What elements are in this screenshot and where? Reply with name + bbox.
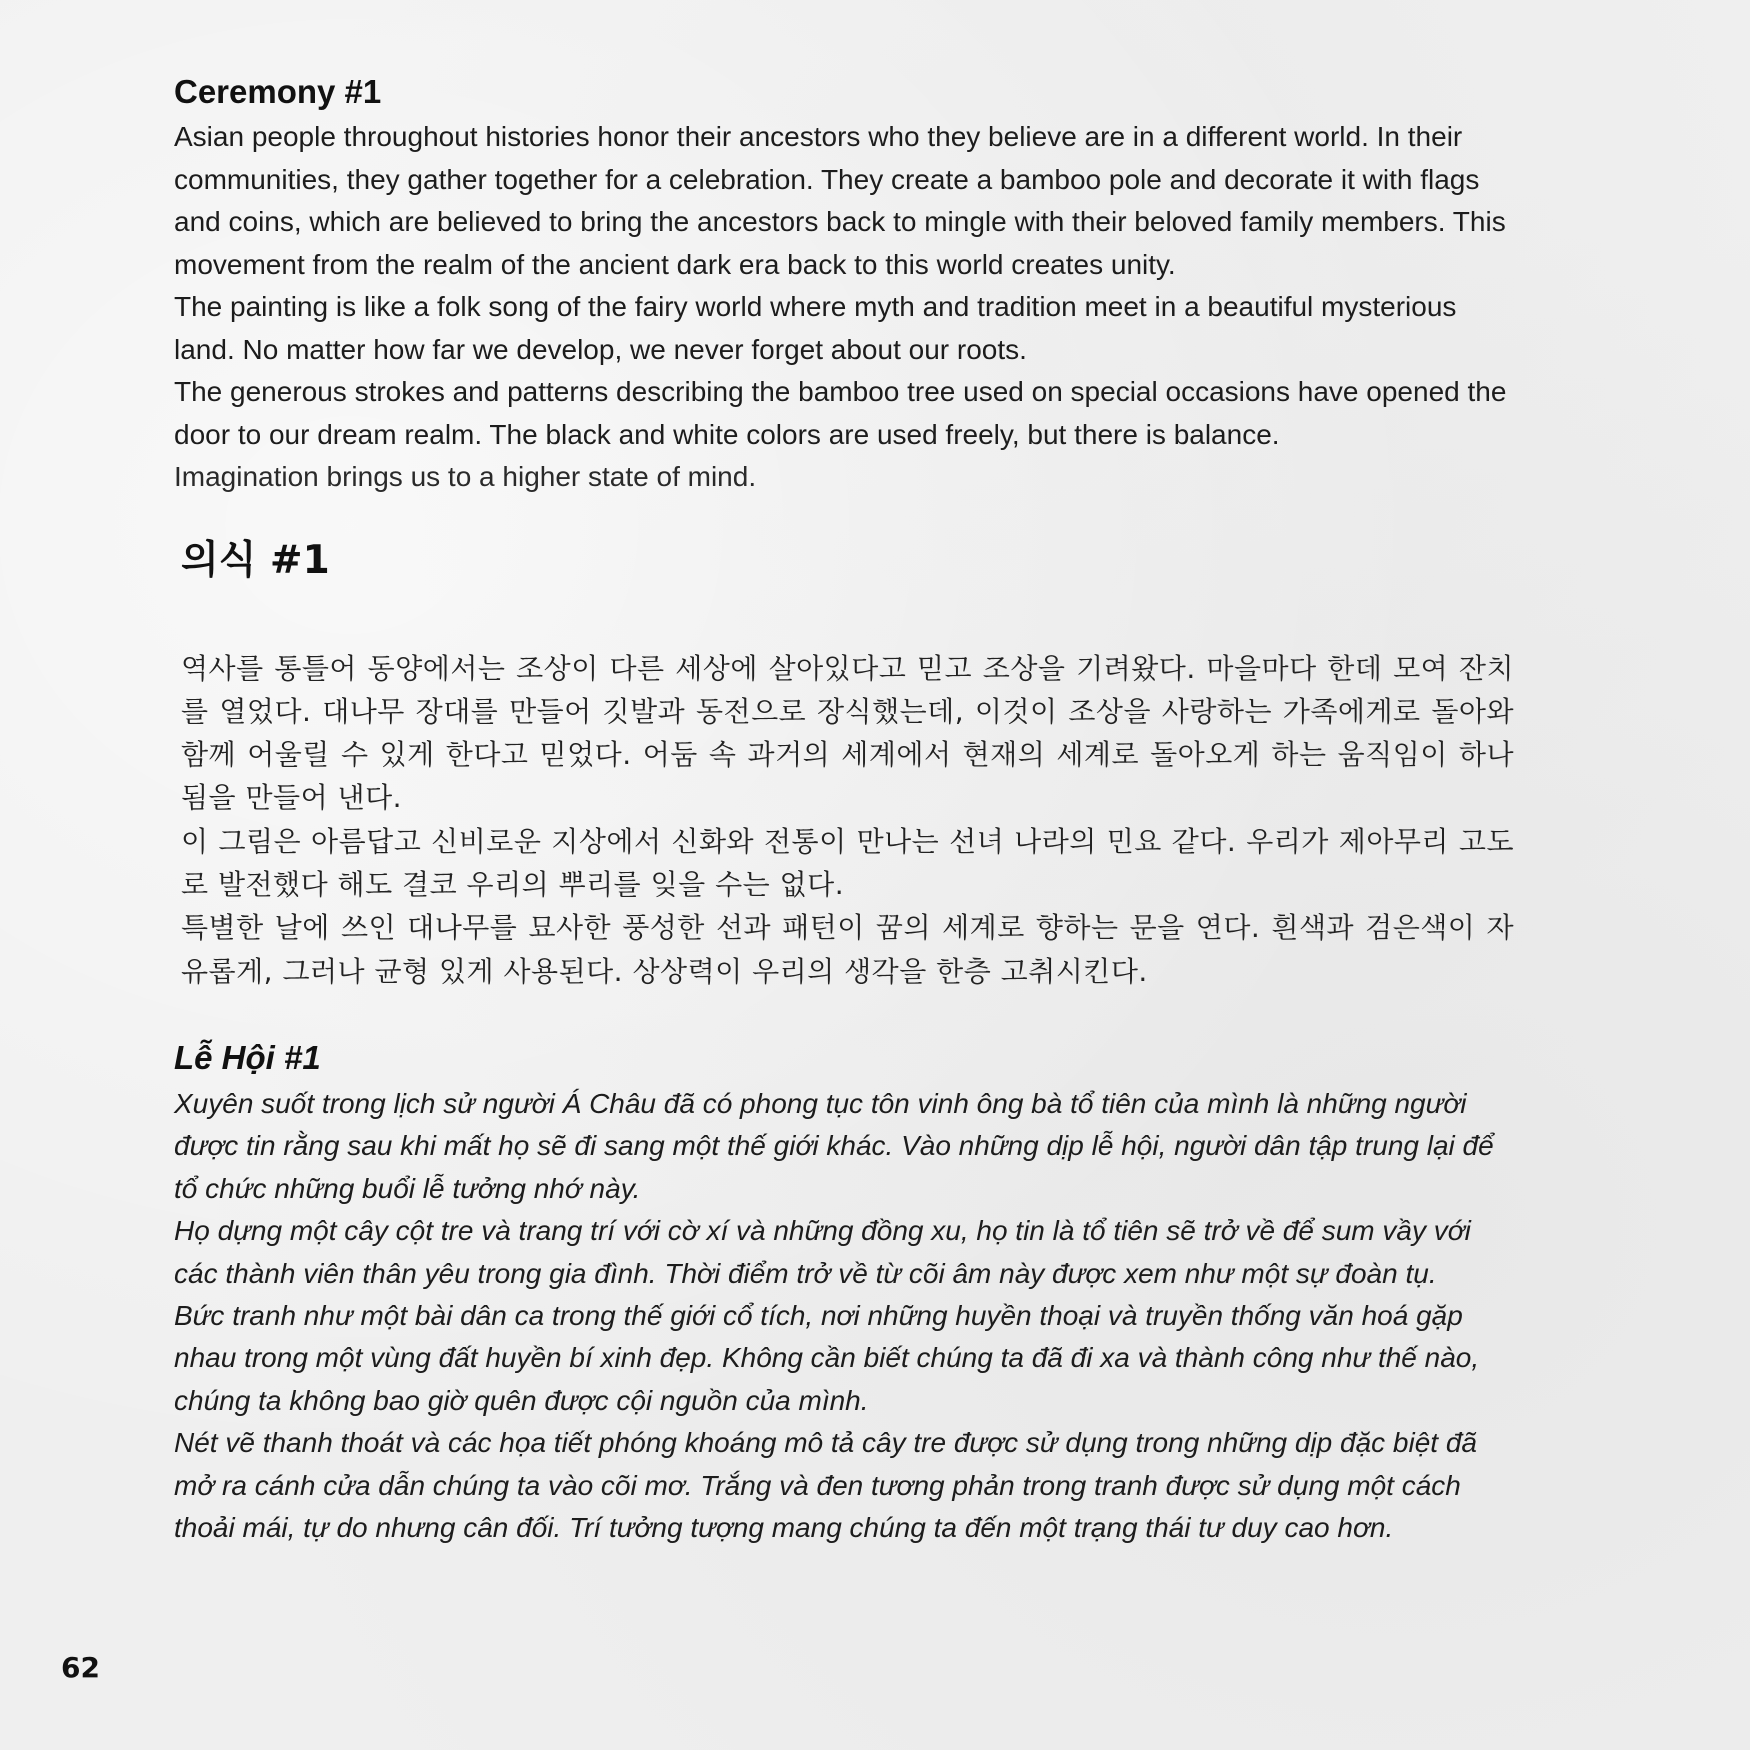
- english-section: [174, 72, 1514, 499]
- english-paragraph-1: Asian people throughout histories honor their ancestors who they believe are in a different world. In their communities, they gather together for a celebration. They create a bamboo pole and decorate it with flags and coins, which are believed to bring the ancestors back to mingle with their beloved family members. This movement from the realm of the ancient dark era back to this world creates unity.: [174, 121, 1506, 280]
- english-paragraph-4: Imagination brings us to a higher state of mind.: [174, 461, 757, 492]
- english-heading: Ceremony #1: [174, 73, 382, 110]
- vietnamese-paragraph-1: Xuyên suốt trong lịch sử người Á Châu đã có phong tục tôn vinh ông bà tổ tiên của mình là những người được tin rằng sau khi mất họ sẽ đi sang một thế giới khác. Vào những dịp lễ hội, người dân tập trung lại để tổ chức những buổi lễ tưởng nhớ này.: [174, 1087, 1494, 1204]
- korean-heading: 의식 #1: [181, 537, 330, 583]
- page-number: 62: [61, 1651, 100, 1684]
- korean-paragraph-1: 역사를 통틀어 동양에서는 조상이 다른 세상에 살아있다고 믿고 조상을 기려왔다. 마을마다 한데 모여 잔치를 열었다. 대나무 장대를 만들어 깃발과 동전으로 장식했는데, 이것이 조상을 사랑하는 가족에게로 돌아와 함께 어울릴 수 있게 한다고 믿었다. 어둠 속 과거의 세계에서 현재의 세계로 돌아오게 하는 움직임이 하나 됨을 만들어 낸다.: [181, 651, 1514, 815]
- vietnamese-heading: Lễ Hội #1: [174, 1038, 321, 1076]
- korean-section: [174, 537, 1514, 993]
- english-paragraph-3: The generous strokes and patterns describing the bamboo tree used on special occasions have opened the door to our dream realm. The black and white colors are used freely, but there is balance.: [174, 376, 1507, 450]
- korean-paragraph-2: 이 그림은 아름답고 신비로운 지상에서 신화와 전통이 만나는 선녀 나라의 민요 같다. 우리가 제아무리 고도로 발전했다 해도 결코 우리의 뿌리를 잊을 수는 없다.: [181, 824, 1514, 901]
- vietnamese-section: [174, 1037, 1514, 1549]
- korean-paragraph-3: 특별한 날에 쓰인 대나무를 묘사한 풍성한 선과 패턴이 꿈의 세계로 향하는 문을 연다. 흰색과 검은색이 자유롭게, 그러나 균형 있게 사용된다. 상상력이 우리의 생각을 한층 고취시킨다.: [181, 911, 1514, 988]
- vietnamese-paragraph-2: Họ dựng một cây cột tre và trang trí với cờ xí và những đồng xu, họ tin là tổ tiên sẽ trở về để sum vầy với các thành viên thân yêu trong gia đình. Thời điểm trở về từ cõi âm này được xem như một sự đoàn tụ.: [174, 1215, 1471, 1289]
- vietnamese-paragraph-3: Bức tranh như một bài dân ca trong thế giới cổ tích, nơi những huyền thoại và truyền thống văn hoá gặp nhau trong một vùng đất huyền bí xinh đẹp. Không cần biết chúng ta đã đi xa và thành công như thế nào, chúng ta không bao giờ quên được cội nguồn của mình.: [174, 1299, 1480, 1416]
- english-paragraph-2: The painting is like a folk song of the fairy world where myth and tradition meet in a beautiful mysterious land. No matter how far we develop, we never forget about our roots.: [174, 291, 1457, 365]
- vietnamese-paragraph-4: Nét vẽ thanh thoát và các họa tiết phóng khoáng mô tả cây tre được sử dụng trong những dịp đặc biệt đã mở ra cánh cửa dẫn chúng ta vào cõi mơ. Trắng và đen tương phản trong tranh được sử dụng một cách thoải mái, tự do nhưng cân đối. Trí tưởng tượng mang chúng ta đến một trạng thái tư duy cao hơn.: [174, 1427, 1477, 1543]
- page-content: [174, 72, 1514, 1549]
